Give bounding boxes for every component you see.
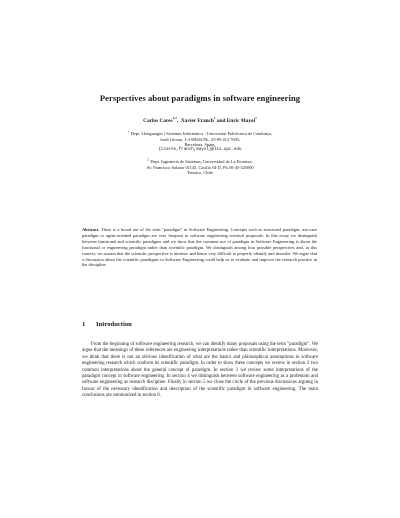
section-title: Introduction [96, 321, 132, 328]
paper-title: Perspectives about paradigms in software engineering [99, 93, 301, 103]
author-name: Carlos Cares [143, 118, 173, 124]
author-list: Carlos Cares$^{1,2}$, Xavier Franch$^1$ and Enric Mayol$^1$ [143, 116, 257, 124]
section-number: 1 [82, 321, 86, 328]
affiliation-mark: 1,2 [172, 116, 177, 121]
body-paragraph: From the beginning of software engineering research, we can identify many proposals using the term "paradigm". We argue that the meanings of these references are engineering interpretations rather than scientific interpretations. Moreover, we think that there is not an obvious identification of what are the basics and philosophical assumptions in software engineering research which conform its scientific paradigm. In order to show these concepts we review in section 2 two common interpretations about the general concept of paradigm. In section 3 we review some interpretations of the paradigm concept in software engineering. In section 4 we distinguish between software engineering as a profession and software engineering as research discipline. Finally in section 5 we close the circle of the previous discussions arguing in favour of the necessary identification and description of the scientific paradigm in software engineering. The main conclusions are summarized in section 6. [82, 342, 318, 399]
affiliation-line: Temuco, Chile [187, 170, 213, 176]
author-name: Enric Mayol [226, 118, 256, 124]
section-heading [82, 321, 132, 328]
affiliation-1 [60, 131, 340, 153]
affiliation-mark: 1 [255, 116, 257, 121]
abstract [82, 227, 317, 268]
affiliation-line: Dept. Ingeniería de Sistemas, Universidad de La Frontera, [150, 159, 253, 164]
affiliation-line: Barcelona, Spain. [184, 142, 216, 148]
affiliation-line: Dept. Llenguatges i Sistemes Informàtics - Universitat Politècnica de Catalunya, [130, 131, 273, 136]
affiliation-line: Av. Francisco Salazar 01145, Casilla 54-D, Ph.56-45-325000 [146, 164, 254, 170]
affiliation-mark: 1 [213, 116, 216, 121]
affiliation-2 [60, 159, 340, 176]
abstract-text: There is a broad use of the term "paradigm" in Software Engineering. Concepts such as structured paradigm, use-case paradigm or agent-oriented paradigm are very frequent in software engineering research proposals. In this essay we distinguish between functional and scientific paradigms and we show that the common use of paradigm in Software Engineering is about the functional or engineering paradigm rather than scientific paradigm. We distinguish among four possible perspectives and, in this context, we sustain that the scientific perspective is intrinsic and hence very difficult to properly identify and describe. We argue that a discussion about the scientific paradigms in Software Engineering could help us to evaluate and improve the research practice in the discipline. [82, 227, 317, 268]
section-body [82, 342, 318, 400]
affiliation-email: {ccares,franch,mayol}@lsi.upc.edu [158, 147, 242, 152]
affiliation-mark: 2 [147, 157, 150, 162]
abstract-label: Abstract. [82, 227, 100, 232]
author-name: Xavier Franch [180, 118, 214, 124]
affiliation-mark: 1 [127, 129, 130, 134]
affiliation-line: Jordi Girona, 1-3 08034 Pb., 45-99 413 7693, [159, 136, 241, 142]
author-conjunction: and [216, 118, 226, 124]
